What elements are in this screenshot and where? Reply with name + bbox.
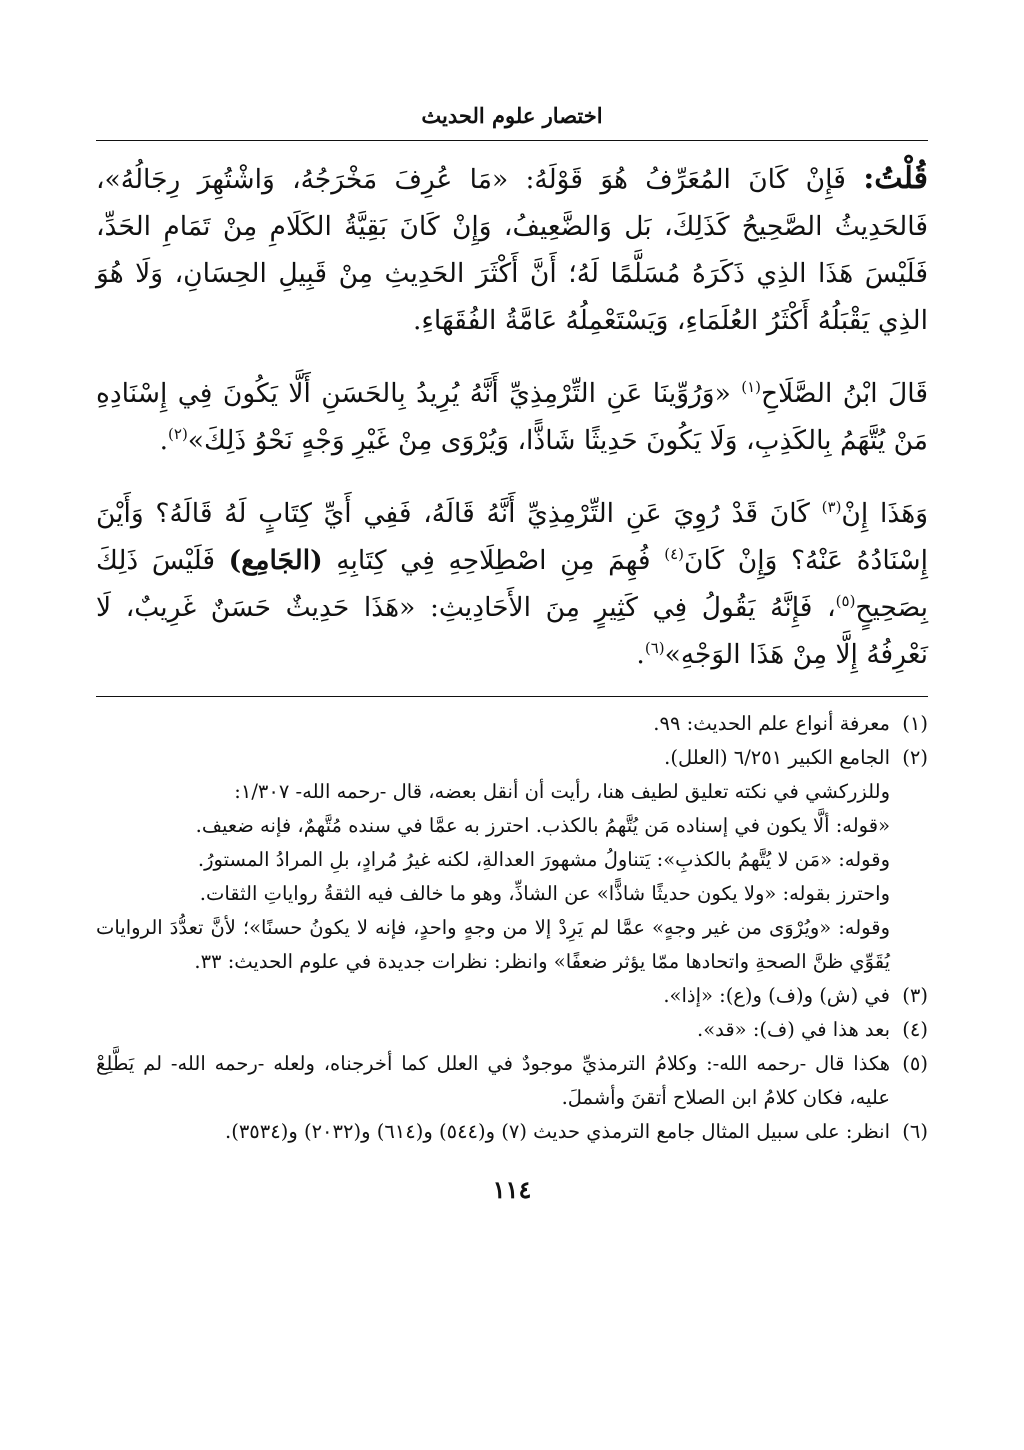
paragraph-text: «وَرُوِّينَا عَنِ التِّرْمِذِيِّ أَنَّهُ يُرِيدُ بِالحَسَنِ أَلَّا يَكُونَ فِي إِسْنَادِهِ مَنْ يُتَّهَمُ بِالكَذِبِ، وَلَا يَكُونَ حَدِيثًا شَاذًّا، وَيُرْوَى مِنْ غَيْرِ وَجْهٍ نَحْوُ ذَلِكَ» (96, 378, 928, 456)
footnote-2-commentary (96, 775, 928, 979)
footnote-4 (96, 1013, 928, 1047)
footnote-1 (96, 707, 928, 741)
book-title-jami: (الجَامِع) (228, 545, 323, 576)
commentary-line: واحترز بقوله: «ولا يكون حديثًا شاذًّا» عن الشاذِّ، وهو ما خالف فيه الثقةُ رواياتِ الثقات. (199, 882, 890, 905)
footnote-text: انظر: على سبيل المثال جامع الترمذي حديث (٧) و(٥٤٤) و(٦١٤) و(٢٠٣٢) و(٣٥٣٤). (225, 1120, 890, 1143)
footnotes (96, 707, 928, 1149)
paragraph-text: . (159, 425, 169, 456)
commentary-line: وقوله: «ويُرْوَى من غير وجهٍ» عمَّا لم يَرِدْ إلا من وجهٍ واحدٍ، فإنه لا يكونُ حسنًا»؛ لأنَّ تعدُّدَ الروايات يُقَوِّي ظنَّ الصحةِ واتحادها ممّا يؤثر ضعفًا» وانظر: نظرات جديدة في علوم الحديث: ٣٣. (96, 916, 890, 973)
paragraph-tirmidhi (96, 490, 928, 678)
footnote-6 (96, 1115, 928, 1149)
footnote-text: الجامع الكبير ٦/٢٥١ (العلل). (664, 746, 890, 769)
paragraph-ibn-salah (96, 370, 928, 464)
paragraph-qultu-text: فَإِنْ كَانَ المُعَرِّفُ هُوَ قَوْلَهُ: «مَا عُرِفَ مَخْرَجُهُ، وَاشْتُهِرَ رِجَالُهُ»، فَالحَدِيثُ الصَّحِيحُ كَذَلِكَ، بَل وَالضَّعِيفُ، وَإِنْ كَانَ بَقِيَّةُ الكَلَامِ مِنْ تَمَامِ الحَدِّ، فَلَيْسَ هَذَا الذِي ذَكَرَهُ مُسَلَّمًا لَهُ؛ أَنَّ أَكْثَرَ الحَدِيثِ مِنْ قَبِيلِ الحِسَانِ، وَلَا هُوَ الذِي يَقْبَلُهُ أَكْثَرُ العُلَمَاءِ، وَيَسْتَعْمِلُهُ عَامَّةُ الفُقَهَاءِ. (96, 164, 928, 336)
footnote-ref-6[interactable]: (٦) (644, 639, 665, 658)
footnote-number: (٣) (902, 984, 928, 1007)
paragraph-text: فُهِمَ مِنِ اصْطِلَاحِهِ فِي كِتَابِهِ (322, 545, 665, 576)
header-rule (96, 140, 928, 141)
footnote-text: معرفة أنواع علم الحديث: ٩٩. (653, 712, 890, 735)
qultu-lead: قُلْتُ: (863, 161, 928, 196)
paragraph-qultu (96, 155, 928, 344)
paragraph-text: ، فَإِنَّهُ يَقُولُ فِي كَثِيرٍ مِنَ الأَحَادِيثِ: «هَذَا حَدِيثٌ حَسَنٌ غَرِيبٌ، لَا نَعْرِفُهُ إِلَّا مِنْ هَذَا الوَجْهِ» (96, 592, 928, 670)
commentary-line: «قوله: ألَّا يكون في إسناده مَن يُتَّهمُ بالكذب. احترز به عمَّا في سنده مُتَّهمٌ، فإنه ضعيف. (195, 814, 890, 837)
footnote-number: (٤) (902, 1018, 928, 1041)
footnote-number: (١) (902, 712, 928, 735)
footnote-number: (٦) (902, 1120, 928, 1143)
footnote-number: (٥) (902, 1052, 928, 1075)
footnote-ref-5[interactable]: (٥) (835, 592, 856, 611)
footnote-text: بعد هذا في (ف): «قد». (697, 1018, 890, 1041)
paragraph-text: فَلَيْسَ ذَلِكَ بِصَحِيحٍ (96, 545, 928, 623)
paragraph-text: كَانَ قَدْ رُوِيَ عَنِ التِّرْمِذِيِّ أَنَّهُ قَالَهُ، فَفِي أَيِّ كِتَابٍ لَهُ قَالَهُ؟ وَأَيْنَ إِسْنَادُهُ عَنْهُ؟ وَإِنْ كَانَ (96, 498, 928, 576)
commentary-line: وقوله: «مَن لا يُتَّهمُ بالكذبِ»: يَتناولُ مشهورَ العدالةِ، لكنه غيرُ مُرادٍ، بلِ المرادُ المستورُ. (197, 848, 890, 871)
footnote-3 (96, 979, 928, 1013)
footnote-separator (96, 696, 928, 697)
footnote-text: هكذا قال -رحمه الله-: وكلامُ الترمذيِّ موجودٌ في العلل كما أخرجناه، ولعله -رحمه الله- لم يَطَّلِعْ عليه، فكان كلامُ ابن الصلاح أتقنَ وأشملَ. (96, 1052, 890, 1109)
footnote-text: في (ش) و(ف) و(ع): «إذا». (663, 984, 890, 1007)
page-number: ١١٤ (492, 1175, 532, 1204)
footnote-5 (96, 1047, 928, 1115)
footnote-number: (٢) (902, 746, 928, 769)
footnote-ref-4[interactable]: (٤) (664, 545, 684, 564)
commentary-line: وللزركشي في نكته تعليق لطيف هنا، رأيت أن أنقل بعضه، قال -رحمه الله- ١/٣٠٧: (234, 780, 890, 803)
paragraph-text: قَالَ ابْنُ الصَّلَاحِ (760, 378, 929, 409)
book-page (96, 96, 928, 1396)
paragraph-text: . (636, 639, 645, 670)
running-title: اختصار علوم الحديث (421, 103, 603, 128)
footnote-ref-1[interactable]: (١) (741, 378, 761, 397)
footnote-2 (96, 741, 928, 775)
footnote-ref-2[interactable]: (٢) (168, 425, 188, 444)
paragraph-text: وَهَذَا إِنْ (841, 498, 928, 529)
footnote-ref-3[interactable]: (٣) (821, 498, 842, 517)
